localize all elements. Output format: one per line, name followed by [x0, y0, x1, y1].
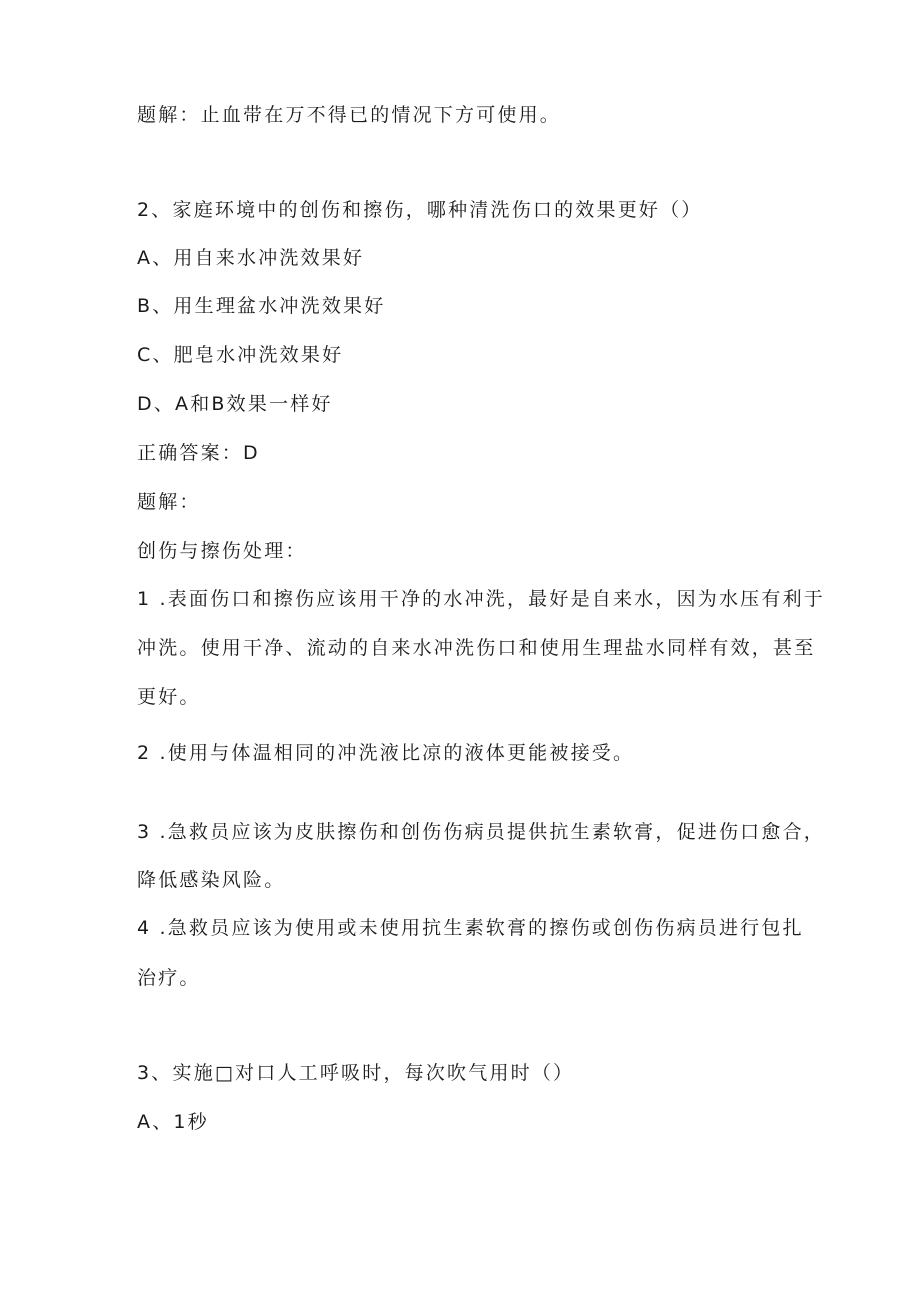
q1-explanation: 题解：止血带在万不得已的情况下方可使用。: [137, 104, 562, 126]
q2-question: 2、家庭环境中的创伤和擦伤，哪种清洗伤口的效果更好（）: [137, 199, 703, 221]
q2-point-3-line-2: 降低感染风险。: [137, 869, 286, 891]
q2-option-b: B、用生理盆水冲洗效果好: [137, 295, 386, 317]
q2-explanation-label: 题解：: [137, 491, 201, 513]
q2-point-2: 2 .使用与体温相同的冲洗液比凉的液体更能被接受。: [137, 742, 635, 764]
q2-option-a: A、用自来水冲洗效果好: [137, 247, 365, 269]
q2-option-d: D、A和B效果一样好: [137, 393, 333, 415]
q2-option-c: C、肥皂水冲洗效果好: [137, 344, 344, 366]
q3-option-a: A、1秒: [137, 1111, 209, 1133]
q2-point-3-line-1: 3 .急救员应该为皮肤擦伤和创伤伤病员提供抗生素软膏，促进伤口愈合，: [137, 821, 825, 843]
q2-point-4-line-1: 4 .急救员应该为使用或未使用抗生素软膏的擦伤或创伤伤病员进行包扎: [137, 917, 804, 939]
q3-question: 3、实施□对口人工呼吸时，每次吹气用时（）: [137, 1062, 575, 1084]
q2-point-1-line-3: 更好。: [137, 686, 201, 708]
q2-explanation-heading: 创伤与擦伤处理：: [137, 540, 307, 562]
q2-point-4-line-2: 治疗。: [137, 967, 201, 989]
q2-point-1-line-1: 1 .表面伤口和擦伤应该用干净的水冲洗，最好是自来水，因为水压有利于: [137, 588, 825, 610]
q2-answer: 正确答案：D: [137, 442, 260, 464]
q2-point-1-line-2: 冲洗。使用干净、流动的自来水冲洗伤口和使用生理盐水同样有效，甚至: [137, 637, 816, 659]
